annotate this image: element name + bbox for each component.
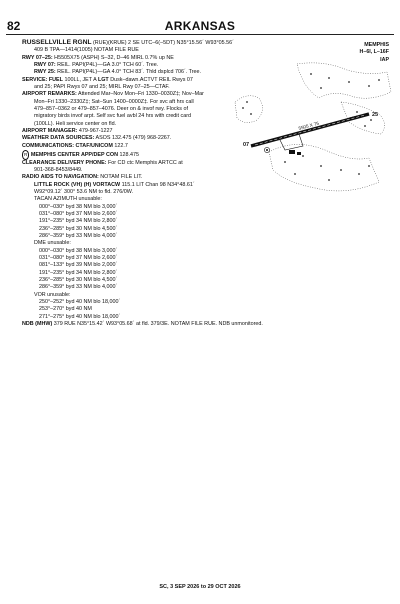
comm-label: COMMUNICATIONS: [22, 142, 75, 149]
header-rule [6, 34, 394, 35]
weather-value: ASOS 132.475 (479) 968-2267. [95, 135, 172, 142]
navaids-notam: NOTAM FILE LIT. [100, 174, 143, 181]
remarks-line5: (100LL). Heli service center on fld. [34, 120, 117, 127]
vortac-line1: 115.1 LIT Chan 98 N34°48.61´ [121, 181, 195, 188]
app-dep-value: 128.475 [119, 152, 139, 159]
fuel-text: 100LL, JET A [64, 76, 97, 83]
city-label: MEMPHIS [364, 42, 389, 48]
remarks-line1: Attended Mar–Nov Mon–Fri 1330–0030Z‡; Nov–Mar [78, 91, 204, 98]
vortac-line2: W92°09.12´ 300° 53.6 NM to fld. 276/0W. [34, 188, 133, 195]
airport-diagram [229, 62, 394, 202]
fuel-label: FUEL [48, 76, 63, 83]
dme-heading: DME unusable: [34, 240, 71, 247]
dme-item: 031°–080° byd 37 NM blo 2,600´ [39, 254, 118, 261]
manager-label: AIRPORT MANAGER: [22, 128, 78, 135]
vortac-name: LITTLE ROCK (VH) (H) VORTACW [34, 181, 121, 188]
tacan-heading: TACAN AZIMUTH unusable: [34, 196, 102, 203]
ndb-label: NDB (MHW) [22, 321, 53, 328]
tacan-item: 000°–030° byd 38 NM blo 3,000´ [39, 203, 118, 210]
runway-dimensions: 5505 X 75 [297, 120, 320, 131]
building-icon [297, 152, 301, 155]
ctaf-value: 122.7 [114, 142, 128, 149]
runway-07-25 [251, 114, 369, 146]
airport-name: RUSSELLVILLE RGNL [22, 39, 92, 46]
radar-symbol: R [22, 150, 29, 159]
ctaf-label: CTAF/UNICOM [75, 142, 113, 149]
tacan-item: 031°–080° byd 37 NM blo 2,600´ [39, 210, 118, 217]
state-title: ARKANSAS [164, 19, 236, 33]
rwy07-label: RWY 07: [34, 62, 56, 69]
vor-item: 271°–275° byd 40 NM blo 18,000´ [39, 313, 121, 320]
tacan-item: 236°–285° byd 30 NM blo 4,500´ [39, 225, 118, 232]
rwy07-text: REIL. PAPI(P4L)—GA 3.0° TCH 60´. Tree. [57, 62, 159, 69]
vor-item: 253°–270° byd 40 NM [39, 306, 92, 313]
effective-dates: SC, 3 SEP 2026 to 29 OCT 2026 [159, 584, 241, 590]
dme-item: 286°–359° byd 33 NM blo 4,000´ [39, 284, 118, 291]
tacan-item: 191°–235° byd 34 NM blo 2,800´ [39, 218, 118, 225]
rwy25-text: REIL. PAPI(P4L)—GA 4.0° TCH 83´. Thld dsplcd 706´. Tree. [57, 69, 202, 76]
clearance-line2: 901-368-8453/8449. [34, 166, 83, 173]
dme-item: 000°–030° byd 38 NM blo 3,000´ [39, 247, 118, 254]
app-dep-label: MEMPHIS CENTER APP/DEP CON [30, 152, 118, 159]
runway-number-east: 25 [372, 112, 379, 118]
weather-label: WEATHER DATA SOURCES: [22, 135, 95, 142]
rwy25-label: RWY 25: [34, 69, 56, 76]
remarks-line3: 479–857–0362 or 479–857–4076. Deer on & invof rwy. Flocks of [34, 106, 188, 113]
page-number: 82 [7, 19, 21, 33]
dme-item: 236°–285° byd 30 NM blo 4,500´ [39, 277, 118, 283]
dme-item: 191°–235° byd 34 NM blo 2,800´ [39, 269, 118, 276]
iap-label: IAP [380, 57, 389, 63]
lgt-text: Dusk–dawn.ACTVT REIL Rwys 07 [110, 76, 193, 83]
tacan-item: 286°–359° byd 33 NM blo 4,000´ [39, 232, 118, 239]
remarks-line4: migratory birds invof arpt. Self svc fuel avbl 24 hrs with credit card [34, 113, 191, 120]
clearance-label: CLEARANCE DELIVERY PHONE: [22, 159, 107, 166]
airport-elev-line: 409 B TPA—1414(1005) NOTAM FILE RUE [34, 47, 139, 54]
service-label: SERVICE: [22, 76, 48, 83]
rwy-label: RWY 07–25: [22, 54, 53, 61]
vor-heading: VOR unusable: [34, 291, 71, 298]
building-icon [289, 150, 295, 154]
dme-item: 081°–133° byd 39 NM blo 2,000´ [39, 262, 118, 269]
beacon-center-icon [266, 149, 268, 151]
runway-number-west: 07 [243, 142, 250, 148]
ndb-text: 379 RUE N35°15.42´ W93°05.68´ at fld. 379/3E. NOTAM FILE RUE. NDB unmonitored. [53, 321, 263, 328]
vor-item: 250°–252° byd 40 NM blo 18,000´ [39, 299, 121, 306]
rwy-text: H5505X75 (ASPH) S–32, D–46 MIRL 0.7% up NE [54, 54, 174, 61]
airport-title-line [22, 39, 278, 47]
navaids-label: RADIO AIDS TO NAVIGATION: [22, 174, 99, 181]
airport-ident-line: (RUE)(KRUE) 2 SE UTC–6(–5DT) N35°15.56´ W93°05.56´ [92, 40, 234, 46]
remarks-line2: Mon–Fri 1330–2330Z‡; Sat–Sun 1400–0000Z‡. For svc aft hrs call [34, 98, 194, 105]
remarks-label: AIRPORT REMARKS: [22, 91, 77, 98]
manager-value: 479-967-1227 [78, 128, 113, 135]
lgt-label: LGT [97, 76, 109, 83]
service-line2: and 25; PAPI Rwys 07 and 25; MIRL Rwy 07–25—CTAF. [34, 84, 170, 91]
clearance-line1: For CD ctc Memphis ARTCC at [107, 159, 183, 166]
chart-reference: H–6I, L–16F [359, 49, 389, 55]
